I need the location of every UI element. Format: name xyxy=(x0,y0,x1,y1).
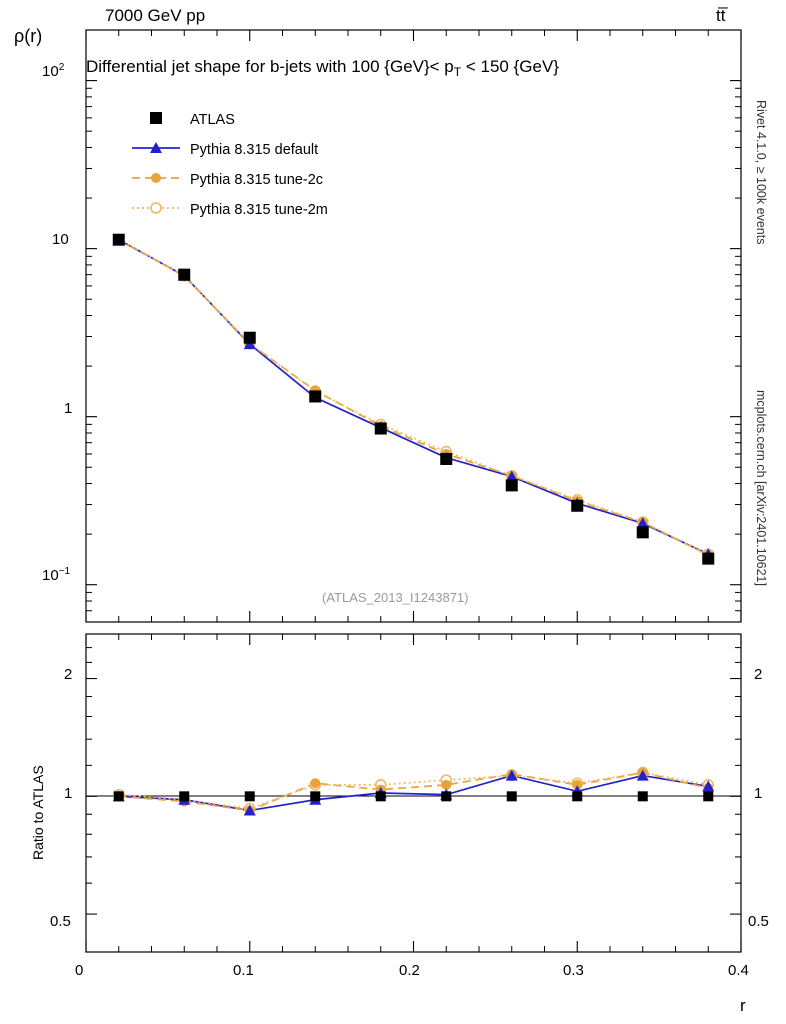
legend-label-atlas: ATLAS xyxy=(190,112,235,128)
ratio-y-tick-label-0.5-right: 0.5 xyxy=(748,913,769,930)
legend-label-tune2c: Pythia 8.315 tune-2c xyxy=(190,172,324,188)
dataset-watermark: (ATLAS_2013_I1243871) xyxy=(322,590,469,605)
legend-markers xyxy=(132,112,180,213)
chart-title-sub: T xyxy=(453,65,462,79)
x-tick-label-0.1: 0.1 xyxy=(233,962,254,979)
mcplots-info: mcplots.cern.ch [arXiv:2401.10621] xyxy=(754,390,768,586)
header-left: 7000 GeV pp xyxy=(105,6,206,25)
chart-title-post: < 150 {GeV} xyxy=(461,57,559,76)
header-right: tt̅ xyxy=(716,6,726,25)
chart-title-pre: Differential jet shape for b-jets with 100 {GeV}< p xyxy=(86,57,454,76)
y-tick-label-1: 1 xyxy=(64,400,73,417)
ratio-y-tick-label-1-right: 1 xyxy=(754,785,763,802)
y-tick-label-100: $10^2$ xyxy=(42,62,65,80)
rivet-info: Rivet 4.1.0, ≥ 100k events xyxy=(754,100,768,245)
ratio-y-tick-label-2-right: 2 xyxy=(754,666,763,683)
axis-ticks xyxy=(86,30,741,952)
x-axis-label: r xyxy=(740,996,746,1015)
ratio-y-tick-label-0.5-left: 0.5 xyxy=(50,913,71,930)
data-curves xyxy=(113,234,715,816)
x-tick-label-0.4: 0.4 xyxy=(728,962,749,979)
x-tick-label-0.3: 0.3 xyxy=(563,962,584,979)
ratio-y-tick-label-1-left: 1 xyxy=(64,785,73,802)
ratio-y-axis-label: Ratio to ATLAS xyxy=(30,765,46,860)
legend-label-tune2m: Pythia 8.315 tune-2m xyxy=(190,202,328,218)
legend-label-default: Pythia 8.315 default xyxy=(190,142,319,158)
ratio-y-tick-label-2-left: 2 xyxy=(64,666,73,683)
x-tick-label-0: 0 xyxy=(75,962,84,979)
y-axis-label: ρ(r) xyxy=(14,26,43,46)
x-tick-label-0.2: 0.2 xyxy=(399,962,420,979)
y-tick-label-10: 10 xyxy=(52,231,69,248)
y-tick-label-0.1: $10^{-1}$ xyxy=(42,566,71,584)
